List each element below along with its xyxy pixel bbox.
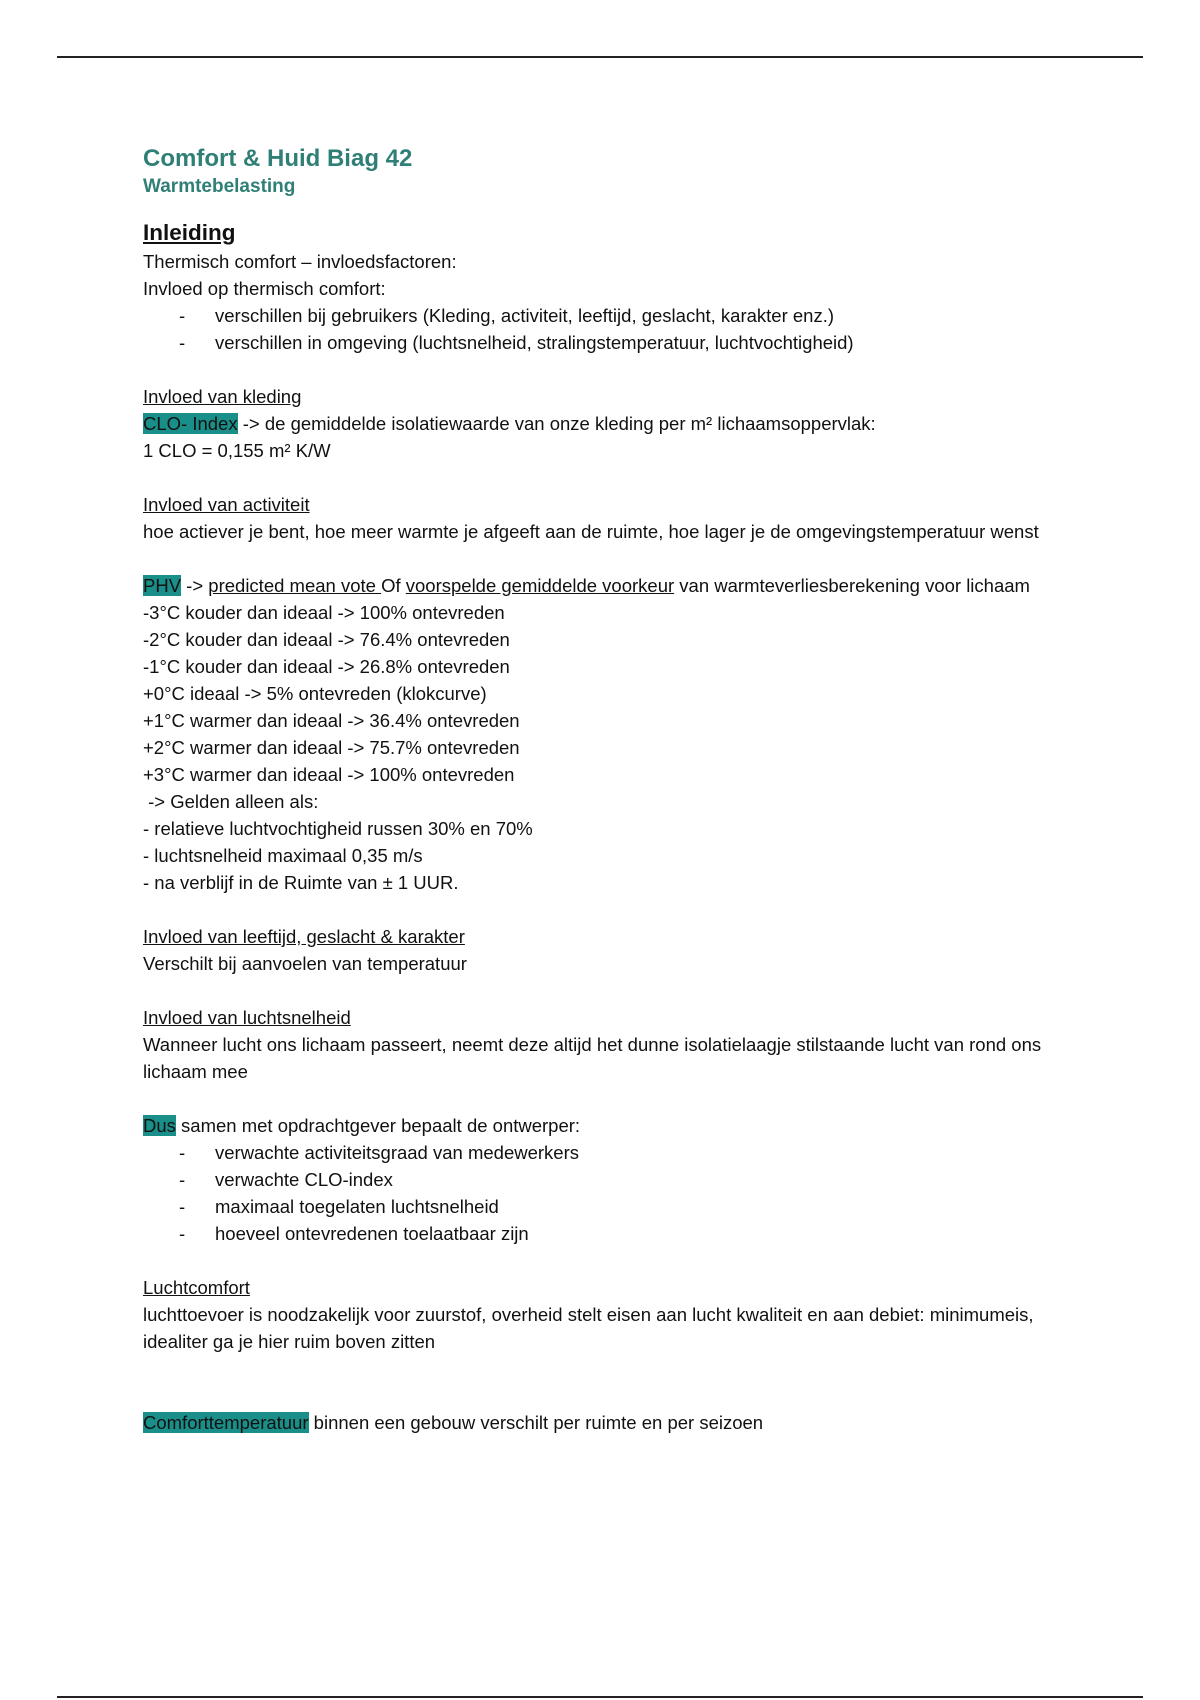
list-item: +0°C ideaal -> 5% ontevreden (klokcurve) bbox=[143, 683, 487, 704]
section-heading: Invloed van leeftijd, geslacht & karakter bbox=[143, 926, 465, 947]
document-body bbox=[143, 144, 1103, 1436]
list-item: - luchtsnelheid maximaal 0,35 m/s bbox=[143, 845, 423, 866]
list-item: - verwachte activiteitsgraad van medewerkers bbox=[179, 1139, 1103, 1166]
list-item: - verschillen bij gebruikers (Kleding, activiteit, leeftijd, geslacht, karakter enz.) bbox=[179, 302, 1103, 329]
section-dus bbox=[143, 1112, 1103, 1247]
highlight-term: PHV bbox=[143, 575, 182, 596]
footer-rule bbox=[57, 1696, 1143, 1698]
section-activiteit bbox=[143, 491, 1103, 545]
section-heading-inleiding: Inleiding bbox=[143, 220, 236, 245]
section-luchtcomfort bbox=[143, 1274, 1103, 1355]
list-item: - verwachte CLO-index bbox=[179, 1166, 1103, 1193]
section-heading: Luchtcomfort bbox=[143, 1277, 250, 1298]
paragraph bbox=[143, 1112, 1103, 1139]
section-heading: Invloed van activiteit bbox=[143, 494, 310, 515]
list-item: +1°C warmer dan ideaal -> 36.4% ontevreden bbox=[143, 710, 520, 731]
list-item: - na verblijf in de Ruimte van ± 1 UUR. bbox=[143, 872, 459, 893]
intro-line: Invloed op thermisch comfort: bbox=[143, 278, 386, 299]
conditions-intro: -> Gelden alleen als: bbox=[143, 791, 319, 812]
text: -> bbox=[181, 575, 209, 596]
list-item: -2°C kouder dan ideaal -> 76.4% ontevreden bbox=[143, 629, 510, 650]
section-leeftijd bbox=[143, 923, 1103, 977]
text: van warmteverliesberekening voor lichaam bbox=[674, 575, 1030, 596]
highlight-term: Comforttemperatuur bbox=[143, 1412, 309, 1433]
paragraph: Verschilt bij aanvoelen van temperatuur bbox=[143, 953, 467, 974]
section-heading: Invloed van kleding bbox=[143, 386, 302, 407]
section-comforttemperatuur bbox=[143, 1409, 1103, 1436]
highlight-term: Dus bbox=[143, 1115, 176, 1136]
list-item: +2°C warmer dan ideaal -> 75.7% ontevreden bbox=[143, 737, 520, 758]
paragraph bbox=[143, 410, 1103, 437]
intro-list bbox=[143, 302, 1103, 356]
text: -> de gemiddelde isolatiewaarde van onze kleding per m² lichaamsoppervlak: bbox=[237, 413, 876, 434]
list-item: - hoeveel ontevredenen toelaatbaar zijn bbox=[179, 1220, 1103, 1247]
list-item: -1°C kouder dan ideaal -> 26.8% ontevreden bbox=[143, 656, 510, 677]
paragraph bbox=[143, 572, 1103, 599]
section-heading: Invloed van luchtsnelheid bbox=[143, 1007, 351, 1028]
section-kleding bbox=[143, 383, 1103, 464]
list-item: - maximaal toegelaten luchtsnelheid bbox=[179, 1193, 1103, 1220]
paragraph: Wanneer lucht ons lichaam passeert, neemt deze altijd het dunne isolatielaagje stilstaande lucht van rond ons lichaam mee bbox=[143, 1034, 1042, 1082]
section-luchtsnelheid bbox=[143, 1004, 1103, 1085]
paragraph: hoe actiever je bent, hoe meer warmte je afgeeft aan de ruimte, hoe lager je de omgevingstemperatuur wenst bbox=[143, 521, 1039, 542]
intro-line: Thermisch comfort – invloedsfactoren: bbox=[143, 251, 457, 272]
list-item: - verschillen in omgeving (luchtsnelheid, stralingstemperatuur, luchtvochtigheid) bbox=[179, 329, 1103, 356]
text: binnen een gebouw verschilt per ruimte en per seizoen bbox=[308, 1412, 764, 1433]
text: voorspelde gemiddelde voorkeur bbox=[405, 575, 675, 596]
list-item: +3°C warmer dan ideaal -> 100% ontevreden bbox=[143, 764, 515, 785]
dus-list bbox=[143, 1139, 1103, 1247]
formula: 1 CLO = 0,155 m² K/W bbox=[143, 440, 331, 461]
paragraph: luchttoevoer is noodzakelijk voor zuurstof, overheid stelt eisen aan lucht kwaliteit en aan debiet: minimumeis, idealiter ga je hier ruim boven zitten bbox=[143, 1304, 1034, 1352]
header-rule bbox=[57, 56, 1143, 58]
list-item: - relatieve luchtvochtigheid russen 30% en 70% bbox=[143, 818, 533, 839]
text: samen met opdrachtgever bepaalt de ontwerper: bbox=[175, 1115, 581, 1136]
text: predicted mean vote bbox=[208, 575, 382, 596]
document-subtitle: Warmtebelasting bbox=[143, 176, 296, 197]
document-title: Comfort & Huid Biag 42 bbox=[143, 145, 413, 172]
highlight-term: CLO- Index bbox=[143, 413, 238, 434]
text: Of bbox=[381, 575, 406, 596]
paragraph bbox=[143, 1409, 1103, 1436]
section-phv bbox=[143, 572, 1103, 896]
list-item: -3°C kouder dan ideaal -> 100% ontevreden bbox=[143, 602, 505, 623]
